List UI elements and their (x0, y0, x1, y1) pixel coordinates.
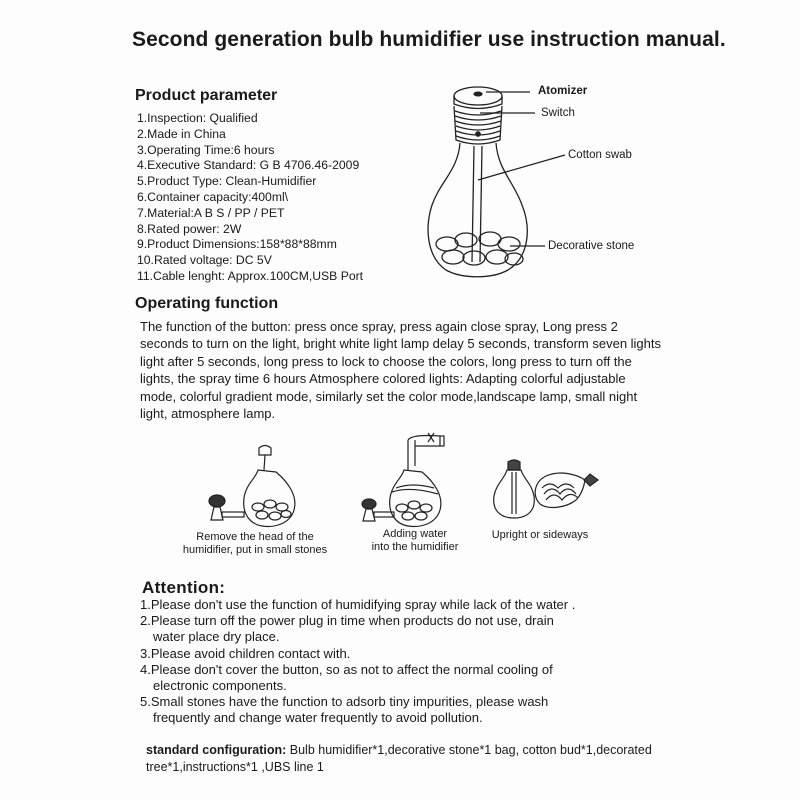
step2-caption-line1: Adding water (382, 528, 448, 540)
param-item: 10.Rated voltage: DC 5V (137, 253, 272, 268)
attention-item: 3.Please avoid children contact with. (140, 645, 351, 661)
step2-caption-line2: into the humidifier (371, 541, 459, 553)
cotton-swab-label: Cotton swab (568, 149, 632, 161)
param-item: 4.Executive Standard: G B 4706.46-2009 (137, 158, 360, 173)
standard-configuration-label: standard configuration: (146, 743, 287, 757)
switch-label: Switch (541, 107, 575, 119)
attention-item: 4.Please don't cover the button, so as not to affect the normal cooling of (140, 661, 553, 677)
step2-caption (350, 528, 480, 554)
decorative-stone-label: Decorative stone (548, 240, 635, 252)
step1-caption-line2: humidifier, put in small stones (182, 544, 328, 556)
step3-caption: Upright or sideways (491, 529, 589, 541)
param-item: 2.Made in China (137, 126, 226, 141)
standard-configuration (146, 742, 676, 775)
attention-item-continuation: electronic components. (153, 678, 287, 694)
param-item: 11.Cable lenght: Approx.100CM,USB Port (137, 268, 364, 283)
attention-item-continuation: frequently and change water frequently to avoid pollution. (153, 710, 483, 726)
operating-function-text: The function of the button: press once spray, press again close spray, Long press 2 seconds to turn on the light, bright white light lamp delay 5 seconds, transform seven lights light after 5 seconds, long press to lock to choose the colors, long press to turn off the lights, the spray time 6 hours Atmosphere colored lights: Adapting colorful adjustable mode, colorful gradient mode, similarly set the color mode,landscape lamp, small night light, atmosphere lamp. (140, 319, 662, 422)
step1-caption (160, 531, 350, 557)
attention-item: 1.Please don't use the function of humidifying spray while lack of the water . (140, 597, 576, 612)
param-item: 1.Inspection: Qualified (137, 111, 258, 125)
param-item: 5.Product Type: Clean-Humidifier (137, 174, 317, 189)
attention-list (140, 597, 680, 727)
atomizer-label: Atomizer (538, 85, 588, 97)
attention-item-continuation: water place dry place. (153, 629, 280, 645)
param-item: 6.Container capacity:400ml\ (137, 189, 289, 204)
param-item: 3.Operating Time:6 hours (137, 142, 275, 157)
standard-configuration-text: Bulb humidifier*1,decorative stone*1 bag, cotton bud*1,decorated tree*1,instructions*1 ,UBS line 1 (146, 743, 652, 774)
attention-item: 5.Small stones have the function to adsorb tiny impurities, please wash (140, 694, 549, 710)
document-title: Second generation bulb humidifier use instruction manual. (132, 28, 726, 51)
param-item: 8.Rated power: 2W (137, 221, 242, 236)
step1-caption-line1: Remove the head of the (196, 531, 314, 543)
param-item: 7.Material:A B S / PP / PET (137, 205, 285, 220)
attention-item: 2.Please turn off the power plug in time when products do not use, drain (140, 613, 554, 629)
param-item: 9.Product Dimensions:158*88*88mm (137, 237, 337, 252)
product-parameter-heading: Product parameter (135, 87, 278, 104)
attention-heading: Attention: (142, 578, 226, 597)
operating-function-heading: Operating function (135, 295, 279, 312)
